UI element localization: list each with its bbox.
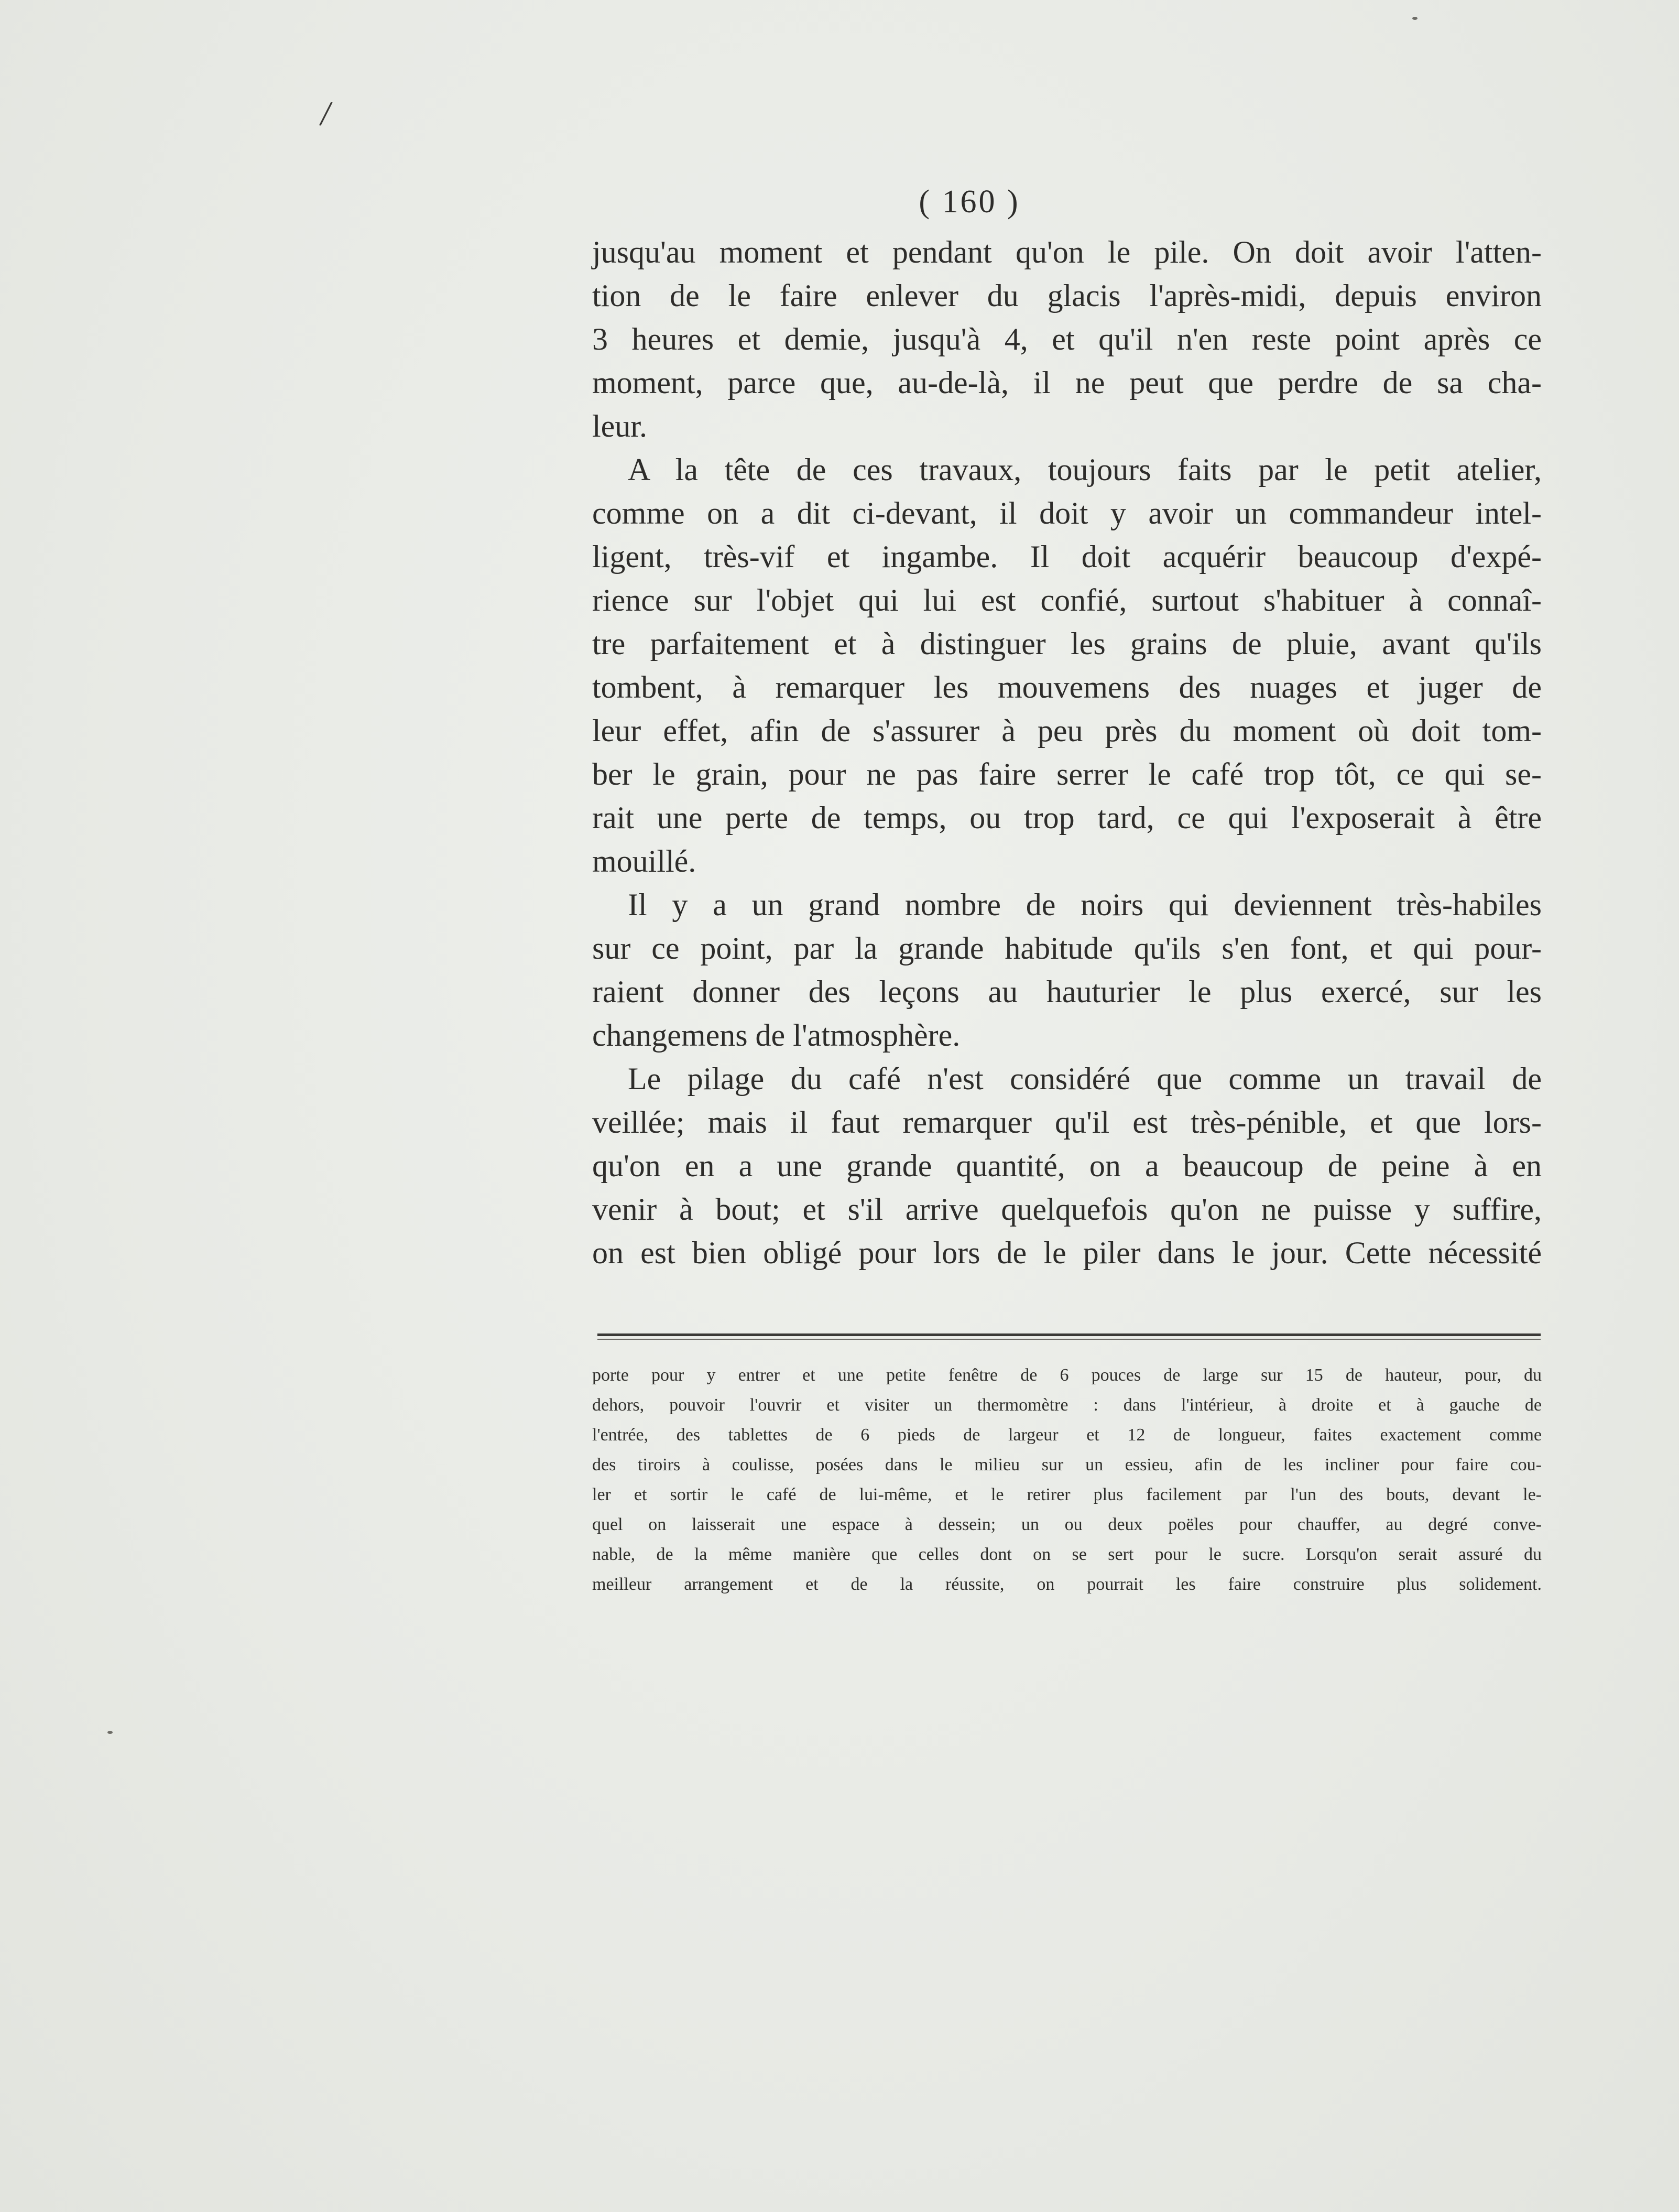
paragraph-first-line: Le pilage du café n'est considéré que comme un travail de (628, 1061, 1542, 1096)
text-line: ber le grain, pour ne pas faire serrer le café trop tôt, ce qui se- (592, 757, 1542, 791)
footnote-line: l'entrée, des tablettes de 6 pieds de largeur et 12 de longueur, faites exactement comme (592, 1425, 1542, 1445)
footnote-line: nable, de la même manière que celles dont on se sert pour le sucre. Lorsqu'on serait assuré du (592, 1545, 1542, 1564)
main-text (592, 231, 1542, 1275)
paragraph-first-line: Il y a un grand nombre de noirs qui deviennent très-habiles (628, 887, 1542, 922)
text-line: comme on a dit ci-devant, il doit y avoir un commandeur intel- (592, 496, 1542, 530)
text-line: changemens de l'atmosphère. (592, 1018, 961, 1053)
text-line: rait une perte de temps, ou trop tard, ce qui l'exposerait à être (592, 800, 1542, 835)
text-line: mouillé. (592, 844, 696, 879)
text-line: 3 heures et demie, jusqu'à 4, et qu'il n'en reste point après ce (592, 322, 1542, 356)
text-line: leur effet, afin de s'assurer à peu près du moment où doit tom- (592, 713, 1542, 748)
text-line: ligent, très-vif et ingambe. Il doit acquérir beaucoup d'expé- (592, 539, 1542, 574)
text-line: sur ce point, par la grande habitude qu'ils s'en font, et qui pour- (592, 931, 1542, 966)
footnote-divider (597, 1333, 1541, 1336)
text-line: veillée; mais il faut remarquer qu'il est très-pénible, et que lors- (592, 1105, 1542, 1140)
footnote-line: meilleur arrangement et de la réussite, on pourrait les faire construire plus solidement. (592, 1575, 1542, 1594)
footnote-line: dehors, pouvoir l'ouvrir et visiter un thermomètre : dans l'intérieur, à droite et à gauche de (592, 1395, 1542, 1415)
text-line: on est bien obligé pour lors de le piler dans le jour. Cette nécessité (592, 1235, 1542, 1270)
footnote-line: ler et sortir le café de lui-même, et le retirer plus facilement par l'un des bouts, devant le- (592, 1485, 1542, 1504)
stray-pen-mark: / (318, 93, 334, 135)
paper-speck (1412, 17, 1418, 20)
footnote-divider-thin (597, 1339, 1541, 1340)
text-line: rience sur l'objet qui lui est confié, surtout s'habituer à connaî- (592, 583, 1542, 617)
text-line: venir à bout; et s'il arrive quelquefois qu'on ne puisse y suffire, (592, 1192, 1542, 1227)
text-line: qu'on en a une grande quantité, on a beaucoup de peine à en (592, 1148, 1542, 1183)
text-line: raient donner des leçons au hauturier le plus exercé, sur les (592, 974, 1542, 1009)
text-line: moment, parce que, au-de-là, il ne peut que perdre de sa cha- (592, 365, 1542, 400)
text-line: tre parfaitement et à distinguer les grains de pluie, avant qu'ils (592, 626, 1542, 661)
paper-speck (107, 1731, 113, 1734)
text-line: leur. (592, 409, 647, 443)
text-line: jusqu'au moment et pendant qu'on le pile. On doit avoir l'atten- (592, 235, 1542, 269)
text-line: tion de le faire enlever du glacis l'après-midi, depuis environ (592, 278, 1542, 313)
text-line: tombent, à remarquer les mouvemens des nuages et juger de (592, 670, 1542, 704)
footnote-line: porte pour y entrer et une petite fenêtre de 6 pouces de large sur 15 de hauteur, pour, du (592, 1365, 1542, 1385)
footnote-line: quel on laisserait une espace à dessein; un ou deux poëles pour chauffer, au degré conve- (592, 1515, 1542, 1534)
footnote-line: des tiroirs à coulisse, posées dans le milieu sur un essieu, afin de les incliner pour faire cou- (592, 1455, 1542, 1474)
page-number: ( 160 ) (919, 184, 1020, 220)
paragraph-first-line: A la tête de ces travaux, toujours faits par le petit atelier, (628, 452, 1542, 487)
footnote (592, 1360, 1542, 1599)
